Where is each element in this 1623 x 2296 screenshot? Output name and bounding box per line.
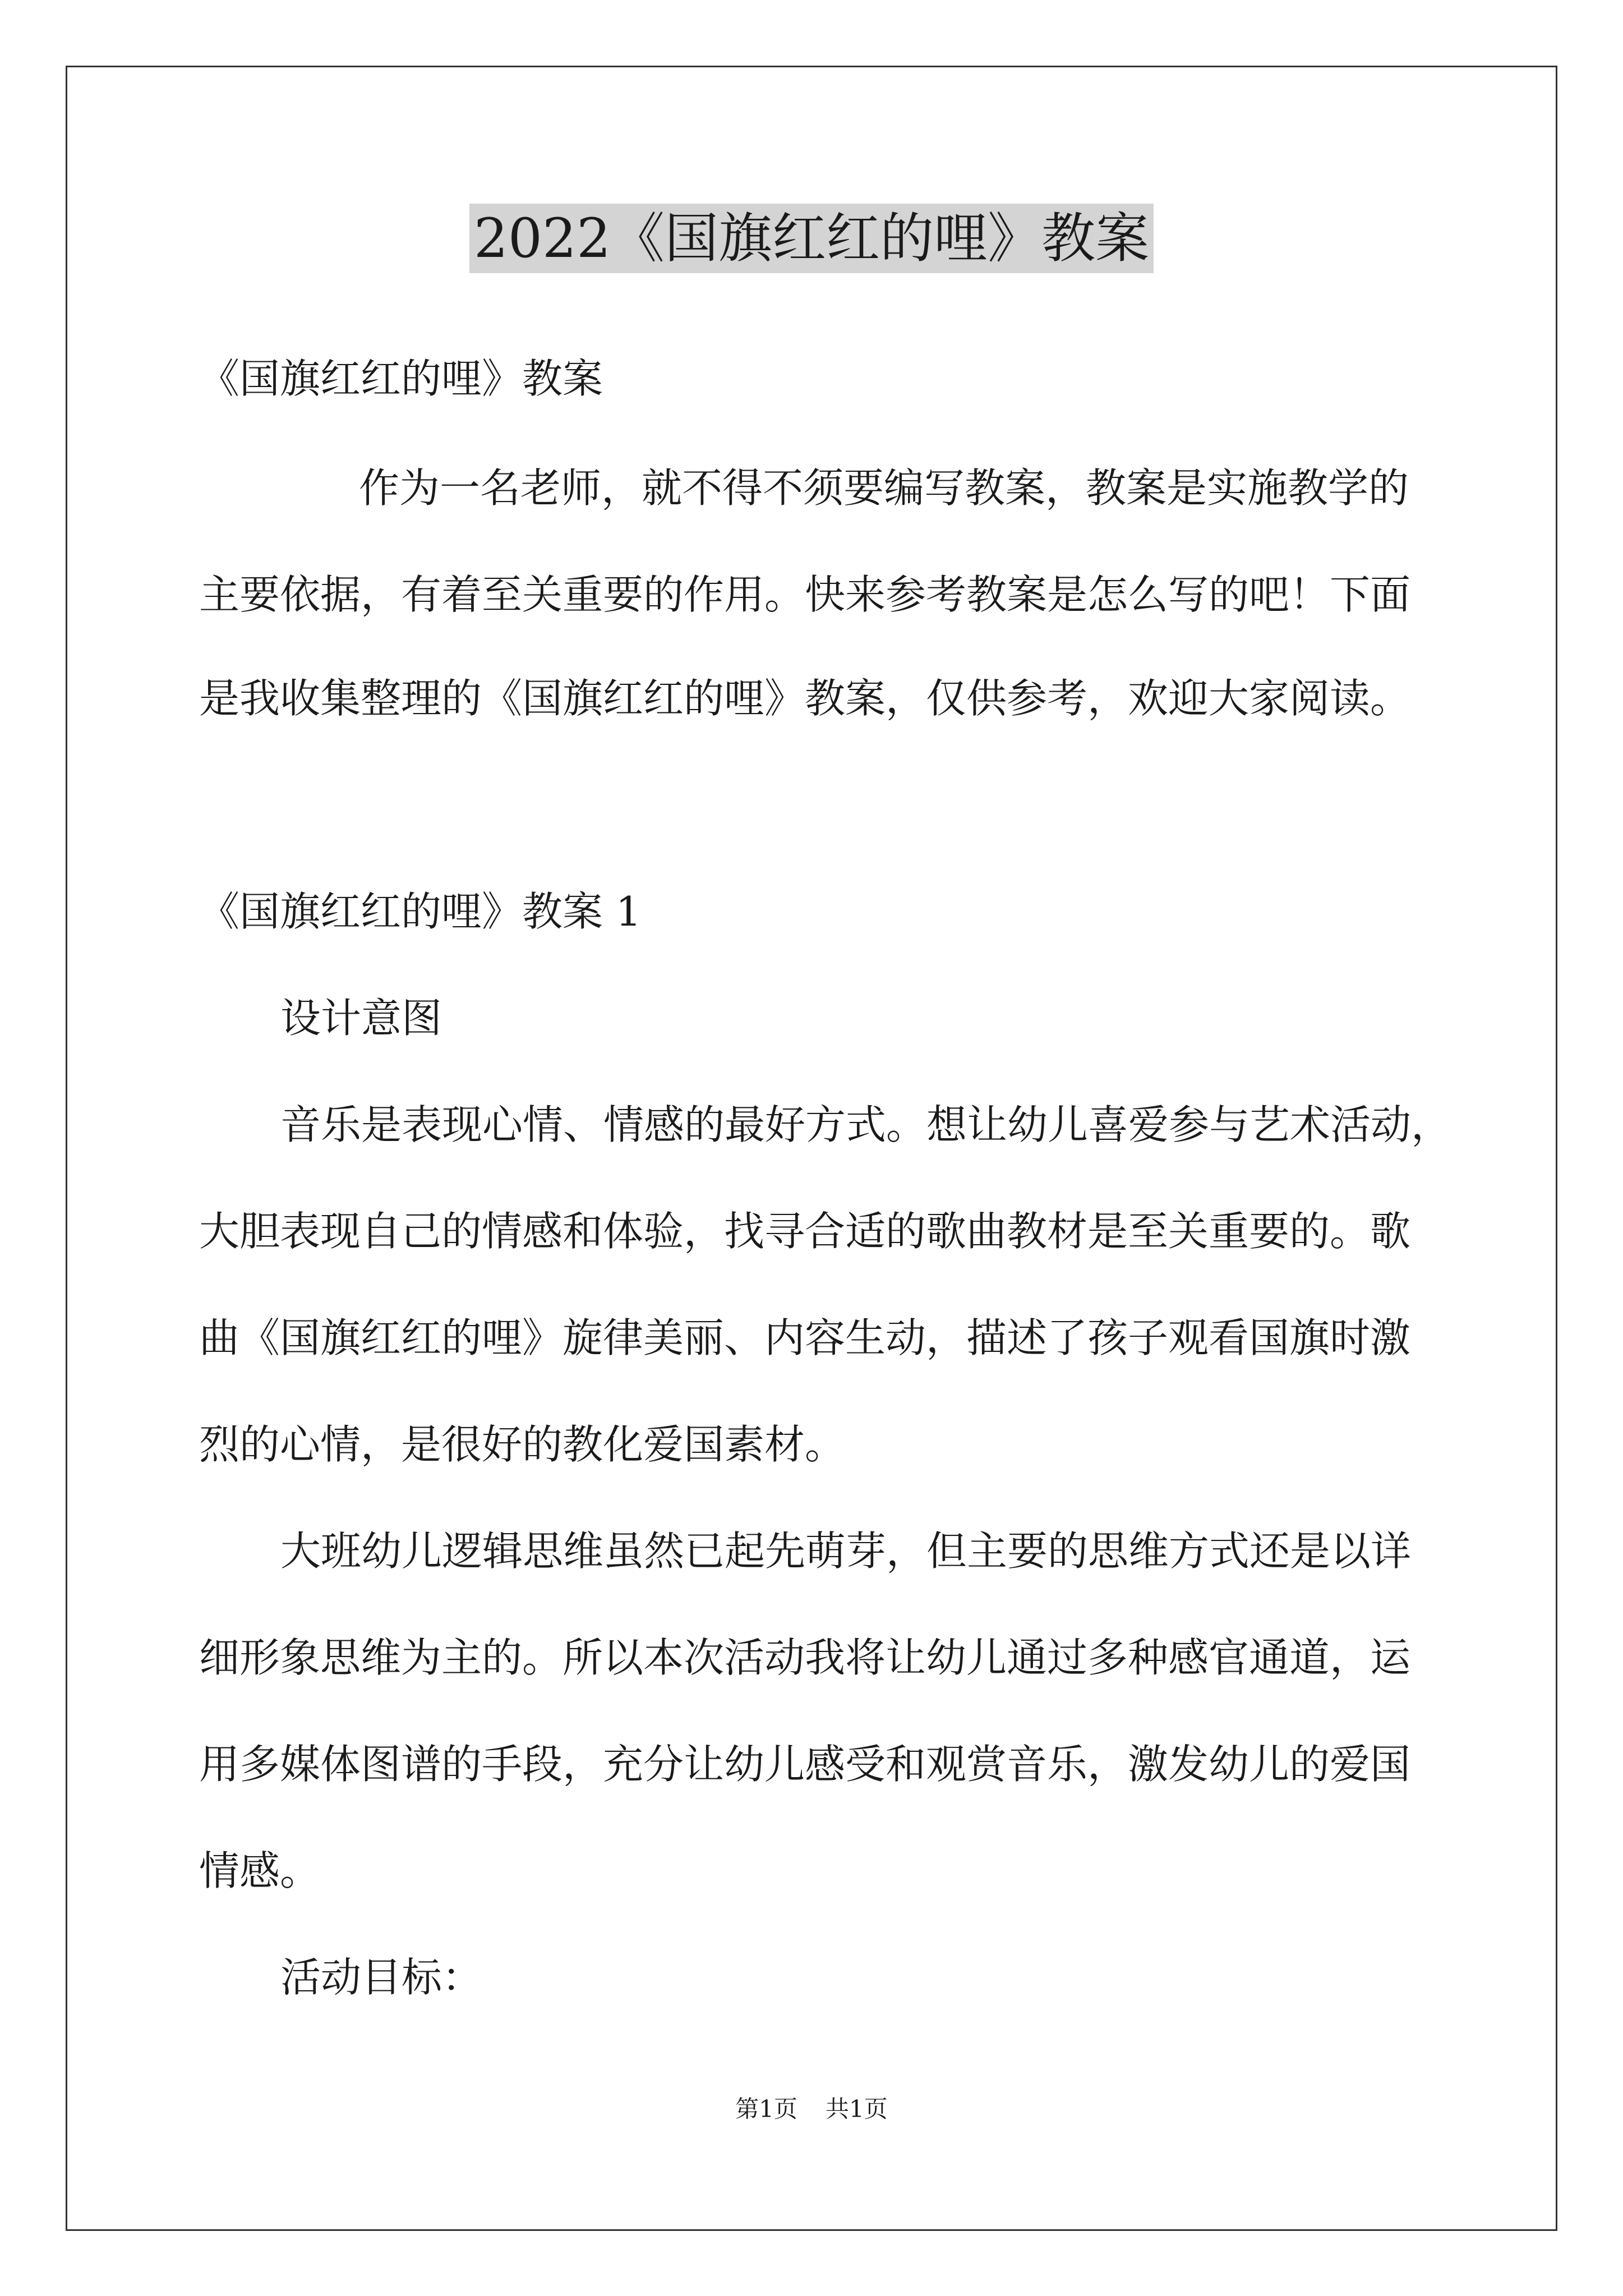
- paragraph2-line-2: 细形象思维为主的。所以本次活动我将让幼儿通过多种感官通道，运: [199, 1634, 1411, 1681]
- page-total: 共1页: [826, 2095, 888, 2123]
- intro-line-2: 主要依据，有着至关重要的作用。快来参考教案是怎么写的吧！下面: [199, 571, 1411, 618]
- page-footer: [0, 2092, 1623, 2126]
- document-title: [0, 202, 1623, 275]
- design-heading: 设计意图: [280, 995, 442, 1042]
- intro-line-3: 是我收集整理的《国旗红红的哩》教案，仅供参考，欢迎大家阅读。: [199, 675, 1411, 722]
- goals-heading: 活动目标：: [280, 1954, 483, 2001]
- paragraph2-line-1: 大班幼儿逻辑思维虽然已起先萌芽，但主要的思维方式还是以详: [280, 1527, 1412, 1575]
- section-title: 《国旗红红的哩》教案 1: [199, 888, 642, 935]
- title-text: 2022《国旗红红的哩》教案: [469, 204, 1154, 273]
- paragraph1-line-2: 大胆表现自己的情感和体验，找寻合适的歌曲教材是至关重要的。歌: [199, 1208, 1411, 1255]
- paragraph1-line-1: 音乐是表现心情、情感的最好方式。想让幼儿喜爱参与艺术活动，: [280, 1101, 1452, 1148]
- doc-subtitle: 《国旗红红的哩》教案: [199, 355, 603, 402]
- intro-line-1: 作为一名老师，就不得不须要编写教案，教案是实施教学的: [359, 464, 1409, 512]
- paragraph1-line-4: 烈的心情，是很好的教化爱国素材。: [199, 1421, 846, 1468]
- paragraph2-line-3: 用多媒体图谱的手段，充分让幼儿感受和观赏音乐，激发幼儿的爱国: [199, 1741, 1411, 1788]
- page-number: 第1页: [735, 2095, 797, 2123]
- paragraph2-line-4: 情感。: [199, 1847, 321, 1894]
- paragraph1-line-3: 曲《国旗红红的哩》旋律美丽、内容生动，描述了孩子观看国旗时激: [199, 1314, 1411, 1361]
